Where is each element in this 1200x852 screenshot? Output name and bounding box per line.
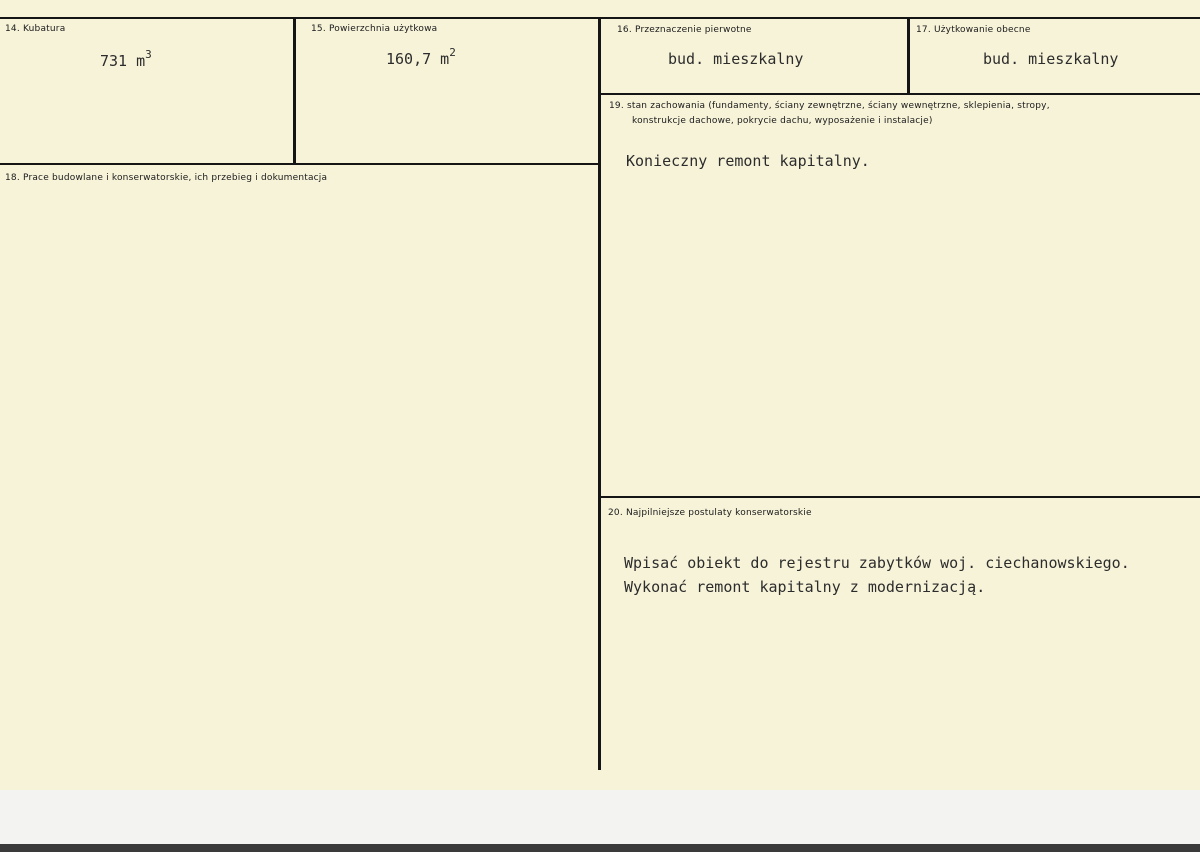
field15-value [386, 48, 456, 68]
field19-value: Konieczny remont kapitalny. [626, 152, 870, 170]
vertical-rule-left [293, 18, 296, 165]
field15-exponent: 2 [449, 46, 456, 59]
field19-label-line1: 19. stan zachowania (fundamenty, ściany zewnętrzne, ściany wewnętrzne, sklepienia, stropy, [609, 101, 1050, 111]
field16-value: bud. mieszkalny [668, 50, 804, 68]
field16-label: 16. Przeznaczenie pierwotne [617, 25, 752, 35]
field15-number: 160,7 m [386, 50, 450, 68]
vertical-rule-right [907, 18, 910, 95]
field14-number: 731 m [100, 52, 146, 70]
scan-margin [0, 790, 1200, 852]
field20-line1: Wpisać obiekt do rejestru zabytków woj. ciechanowskiego. [624, 554, 1130, 572]
field15-label: 15. Powierzchnia użytkowa [311, 24, 438, 34]
field19-label-line2: konstrukcje dachowe, pokrycie dachu, wyposażenie i instalacje) [632, 116, 933, 126]
row1-bottom-rule-right [600, 93, 1200, 95]
row1-bottom-rule-left [0, 163, 600, 165]
section20-top-rule [600, 496, 1200, 498]
vertical-rule-center [598, 18, 601, 770]
field14-label: 14. Kubatura [5, 24, 66, 34]
field14-value [100, 50, 152, 70]
field17-value: bud. mieszkalny [983, 50, 1119, 68]
field18-label: 18. Prace budowlane i konserwatorskie, ich przebieg i dokumentacja [5, 173, 328, 183]
field17-label: 17. Użytkowanie obecne [916, 25, 1031, 35]
field14-exponent: 3 [145, 48, 152, 61]
scan-edge [0, 844, 1200, 852]
field20-label: 20. Najpilniejsze postulaty konserwatorskie [608, 508, 812, 518]
field20-line2: Wykonać remont kapitalny z modernizacją. [624, 578, 986, 596]
